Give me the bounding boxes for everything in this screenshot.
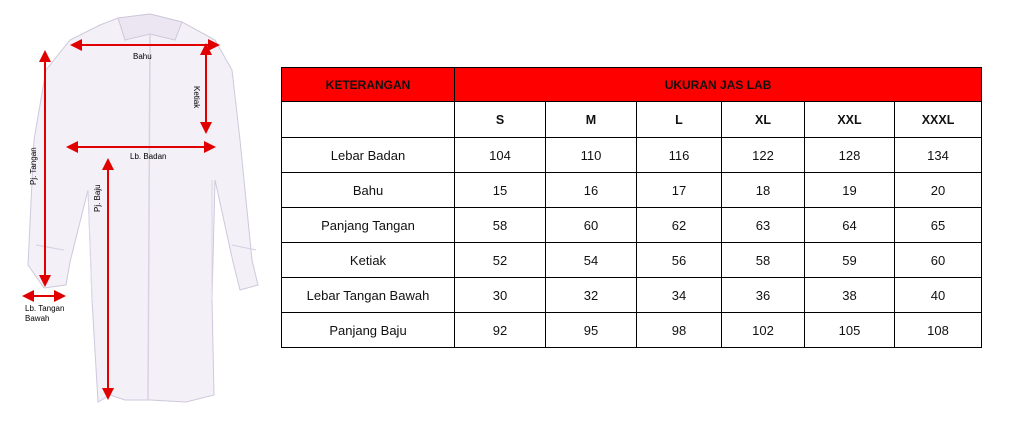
row-label: Panjang Tangan — [282, 208, 455, 243]
lab-coat-diagram — [0, 0, 270, 444]
row-label: Bahu — [282, 173, 455, 208]
table-cell: 20 — [895, 173, 982, 208]
table-row — [282, 173, 982, 208]
table-cell: 19 — [805, 173, 895, 208]
size-header-xxxl: XXXL — [895, 102, 982, 138]
table-cell: 104 — [455, 138, 546, 173]
lb-tangan-bawah-label-line1: Lb. Tangan — [25, 304, 65, 313]
size-header-xl: XL — [722, 102, 805, 138]
table-cell: 59 — [805, 243, 895, 278]
table-row — [282, 208, 982, 243]
table-cell: 60 — [546, 208, 637, 243]
lb-badan-label: Lb. Badan — [130, 152, 167, 161]
table-row — [282, 313, 982, 348]
pj-tangan-label: Pj. Tangan — [29, 147, 38, 185]
table-cell: 110 — [546, 138, 637, 173]
row-label: Ketiak — [282, 243, 455, 278]
table-cell: 15 — [455, 173, 546, 208]
table-cell: 30 — [455, 278, 546, 313]
table-cell: 105 — [805, 313, 895, 348]
table-row — [282, 243, 982, 278]
table-cell: 54 — [546, 243, 637, 278]
table-cell: 116 — [637, 138, 722, 173]
table-cell: 58 — [722, 243, 805, 278]
lb-tangan-bawah-label-line2: Bawah — [25, 314, 50, 323]
table-cell: 95 — [546, 313, 637, 348]
table-cell: 98 — [637, 313, 722, 348]
table-cell: 134 — [895, 138, 982, 173]
table-cell: 122 — [722, 138, 805, 173]
table-cell: 52 — [455, 243, 546, 278]
table-cell: 36 — [722, 278, 805, 313]
bahu-label: Bahu — [133, 52, 152, 61]
coat-shape — [28, 14, 258, 402]
table-cell: 65 — [895, 208, 982, 243]
table-cell: 56 — [637, 243, 722, 278]
table-cell: 128 — [805, 138, 895, 173]
table-cell: 58 — [455, 208, 546, 243]
size-chart-table — [281, 67, 982, 348]
row-label: Panjang Baju — [282, 313, 455, 348]
table-header-row — [282, 68, 982, 102]
size-header-s: S — [455, 102, 546, 138]
table-cell: 18 — [722, 173, 805, 208]
table-cell: 38 — [805, 278, 895, 313]
table-cell: 92 — [455, 313, 546, 348]
table-cell: 64 — [805, 208, 895, 243]
header-ukuran-jas-lab: UKURAN JAS LAB — [455, 68, 982, 102]
table-cell: 63 — [722, 208, 805, 243]
table-cell: 60 — [895, 243, 982, 278]
table-cell: 108 — [895, 313, 982, 348]
size-header-xxl: XXL — [805, 102, 895, 138]
table-cell: 16 — [546, 173, 637, 208]
table-cell: 32 — [546, 278, 637, 313]
table-cell: 34 — [637, 278, 722, 313]
size-header-l: L — [637, 102, 722, 138]
size-header-m: M — [546, 102, 637, 138]
size-header-empty — [282, 102, 455, 138]
table-cell: 17 — [637, 173, 722, 208]
lab-coat-illustration — [0, 0, 270, 444]
table-cell: 40 — [895, 278, 982, 313]
size-header-row — [282, 102, 982, 138]
row-label: Lebar Badan — [282, 138, 455, 173]
ketiak-label: Ketiak — [192, 86, 201, 109]
pj-baju-label: Pj. Baju — [93, 184, 102, 212]
table-row — [282, 138, 982, 173]
table-row — [282, 278, 982, 313]
table-cell: 102 — [722, 313, 805, 348]
row-label: Lebar Tangan Bawah — [282, 278, 455, 313]
header-keterangan: KETERANGAN — [282, 68, 455, 102]
table-cell: 62 — [637, 208, 722, 243]
